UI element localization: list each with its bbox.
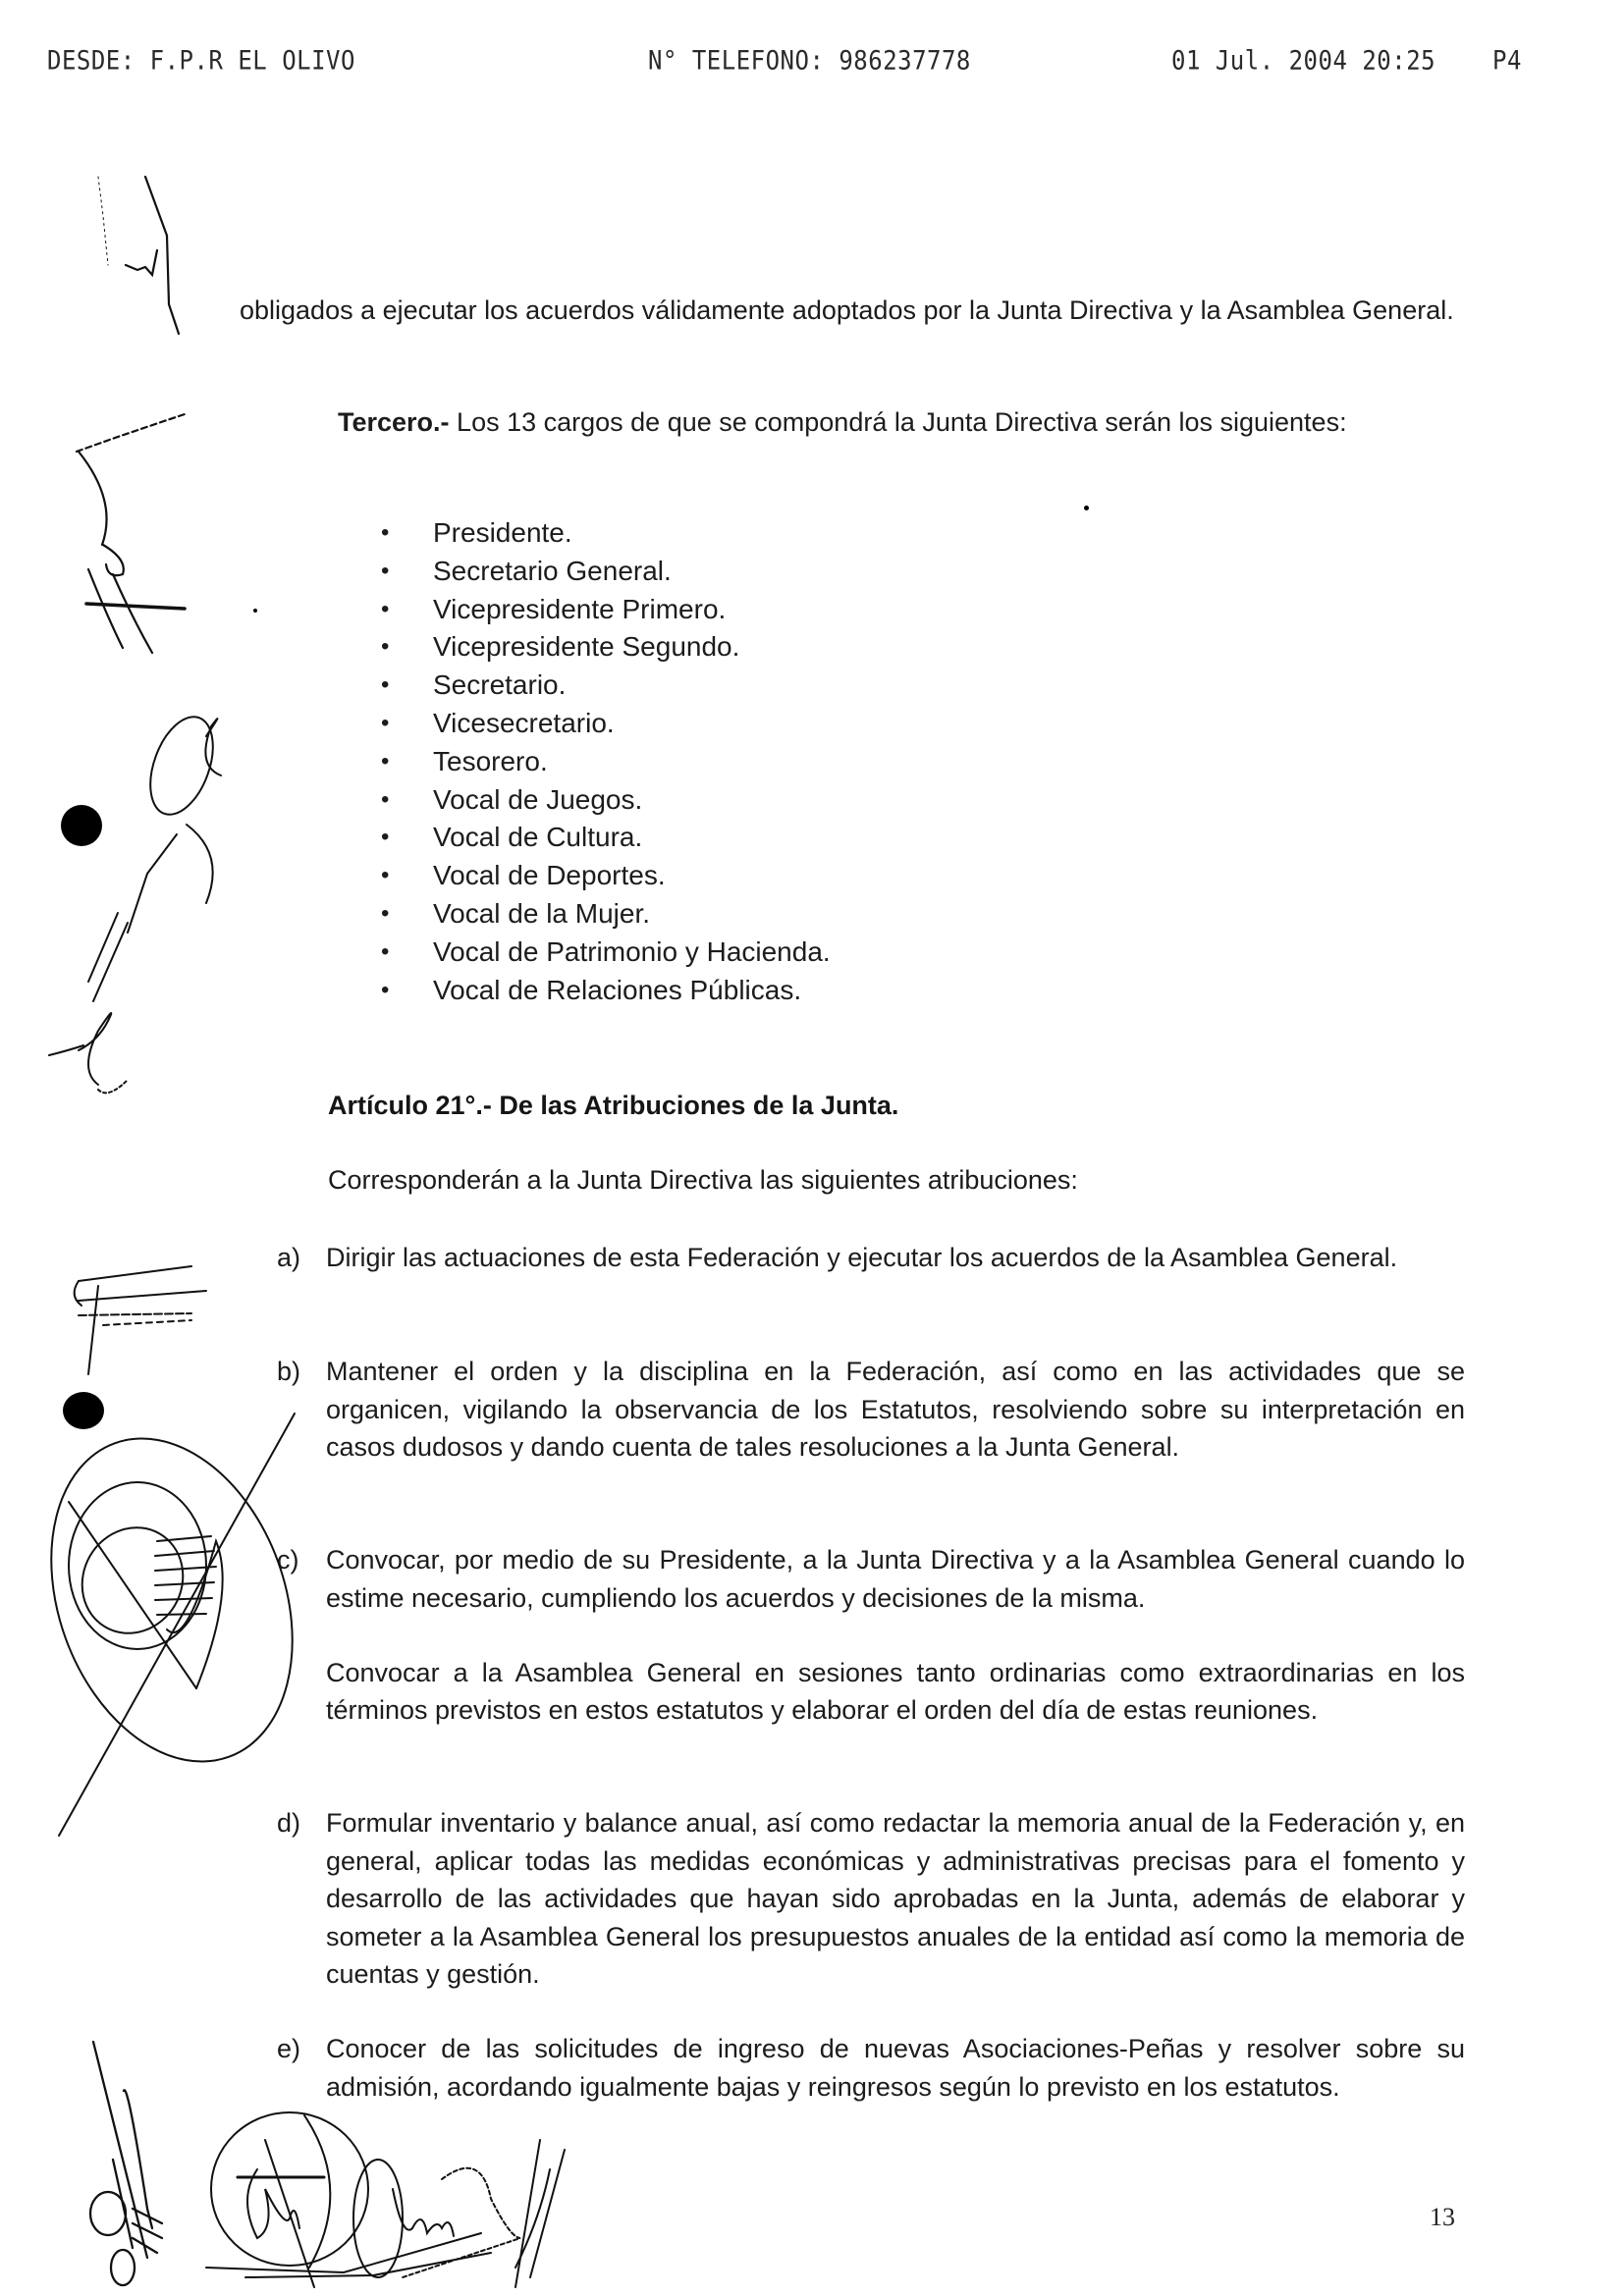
paragraph-tercero [240,403,1469,441]
bullet-icon: • [381,785,390,813]
fax-sender: DESDE: F.P.R EL OLIVO [47,45,355,77]
attribution-item-e [277,2030,1465,2106]
attribution-item-c [277,1541,1465,1617]
tercero-text: Los 13 cargos de que se compondrá la Junta Directiva serán los siguientes: [449,407,1347,437]
list-item [379,514,831,553]
bullet-icon: • [381,633,390,661]
margin-mark-f [54,1247,221,1394]
item-text: Formular inventario y balance anual, así como redactar la memoria anual de la Federación y, en general, aplicar todas las medidas económicas y administrativas precisas para el fomento y desarrollo de las actividades que hayan sido aprobadas en la Junta, además de elaborar y someter a la Asamblea General los presupuestos anuales de la entidad así como la memoria de cuentas y gestión. [326,1808,1465,1989]
margin-signature-jose [39,677,226,1109]
cargo-label: Vicepresidente Segundo. [433,631,740,663]
list-item [379,743,831,781]
attribution-item-b [277,1353,1465,1467]
cargo-label: Tesorero. [433,745,548,776]
page-number: 13 [1430,2203,1455,2231]
item-label: c) [277,1545,299,1575]
paragraph-obligados: obligados a ejecutar los acuerdos válidamente adoptados por la Junta Directiva y la Asamblea General. [240,295,1454,325]
list-item [379,667,831,705]
bottom-signatures [196,2110,1139,2296]
cargo-label: Secretario. [433,669,567,701]
list-item [379,857,831,895]
cargo-label: Presidente. [433,517,572,548]
cargo-label: Vocal de Deportes. [433,860,666,891]
item-label: d) [277,1808,301,1838]
margin-signature-top [59,157,226,667]
item-text: Convocar, por medio de su Presidente, a la Junta Directiva y a la Asamblea General cuando lo estime necesario, cumpliendo los acuerdos y decisiones de la misma. [326,1545,1465,1613]
item-text: Mantener el orden y la disciplina en la Federación, así como en las actividades que se organicen, vigilando la observancia de los Estatutos, resolviendo sobre su interpretación en casos dudosos y dando cuenta de tales resoluciones a la Junta General. [326,1357,1465,1462]
tercero-label: Tercero.- [338,407,450,437]
list-item [379,591,831,629]
bullet-icon: • [381,595,390,622]
bullet-icon: • [381,519,390,546]
list-item [379,895,831,934]
cargos-list [379,514,831,1009]
cargo-label: Vocal de Relaciones Públicas. [433,974,802,1005]
fax-datetime: 01 Jul. 2004 20:25 [1171,45,1436,77]
item-label: a) [277,1243,301,1272]
article-title: Artículo 21°.- De las Atribuciones de la Junta. [328,1091,899,1120]
margin-signature-bottom [79,2032,167,2287]
bullet-icon: • [381,937,390,965]
attribution-item-d [277,1804,1465,1994]
item-text: Conocer de las solicitudes de ingreso de nuevas Asociaciones-Peñas y resolver sobre su admisión, acordando igualmente bajas y reingresos según lo previsto en los estatutos. [326,2034,1465,2102]
cargo-label: Vicesecretario. [433,707,615,738]
speck-icon [253,609,257,613]
list-item [379,781,831,820]
attribution-item-a [277,1239,1465,1277]
cargo-label: Vocal de Cultura. [433,822,643,853]
cargo-label: Vicepresidente Primero. [433,593,727,624]
fax-header [47,45,1540,82]
cargo-label: Vocal de Patrimonio y Hacienda. [433,935,831,967]
item-label: b) [277,1357,301,1386]
bullet-icon: • [381,747,390,774]
fax-phone-number: N° TELEFONO: 986237778 [648,45,971,77]
list-item [379,972,831,1010]
bullet-icon: • [381,862,390,889]
list-item [379,819,831,857]
attribution-item-c-continued: Convocar a la Asamblea General en sesiones tanto ordinarias como extraordinarias en los términos previstos en estos estatutos y elaborar el orden del día de estas reuniones. [326,1658,1465,1725]
list-item [379,934,831,972]
bullet-icon: • [381,557,390,584]
list-item [379,705,831,743]
speck-icon [1084,506,1089,510]
bullet-icon: • [381,671,390,699]
margin-signature-scribble [39,1394,314,1845]
cargo-label: Vocal de la Mujer. [433,897,651,929]
fax-page-indicator: P4 [1492,45,1522,77]
item-label: e) [277,2034,301,2063]
bullet-icon: • [381,899,390,927]
bullet-icon: • [381,709,390,736]
article-intro: Corresponderán a la Junta Directiva las siguientes atribuciones: [328,1165,1078,1195]
list-item [379,628,831,667]
bullet-icon: • [381,824,390,851]
cargo-label: Secretario General. [433,555,672,586]
item-text: Dirigir las actuaciones de esta Federación y ejecutar los acuerdos de la Asamblea General. [326,1243,1398,1272]
bullet-icon: • [381,976,390,1003]
cargo-label: Vocal de Juegos. [433,783,643,815]
list-item [379,553,831,591]
